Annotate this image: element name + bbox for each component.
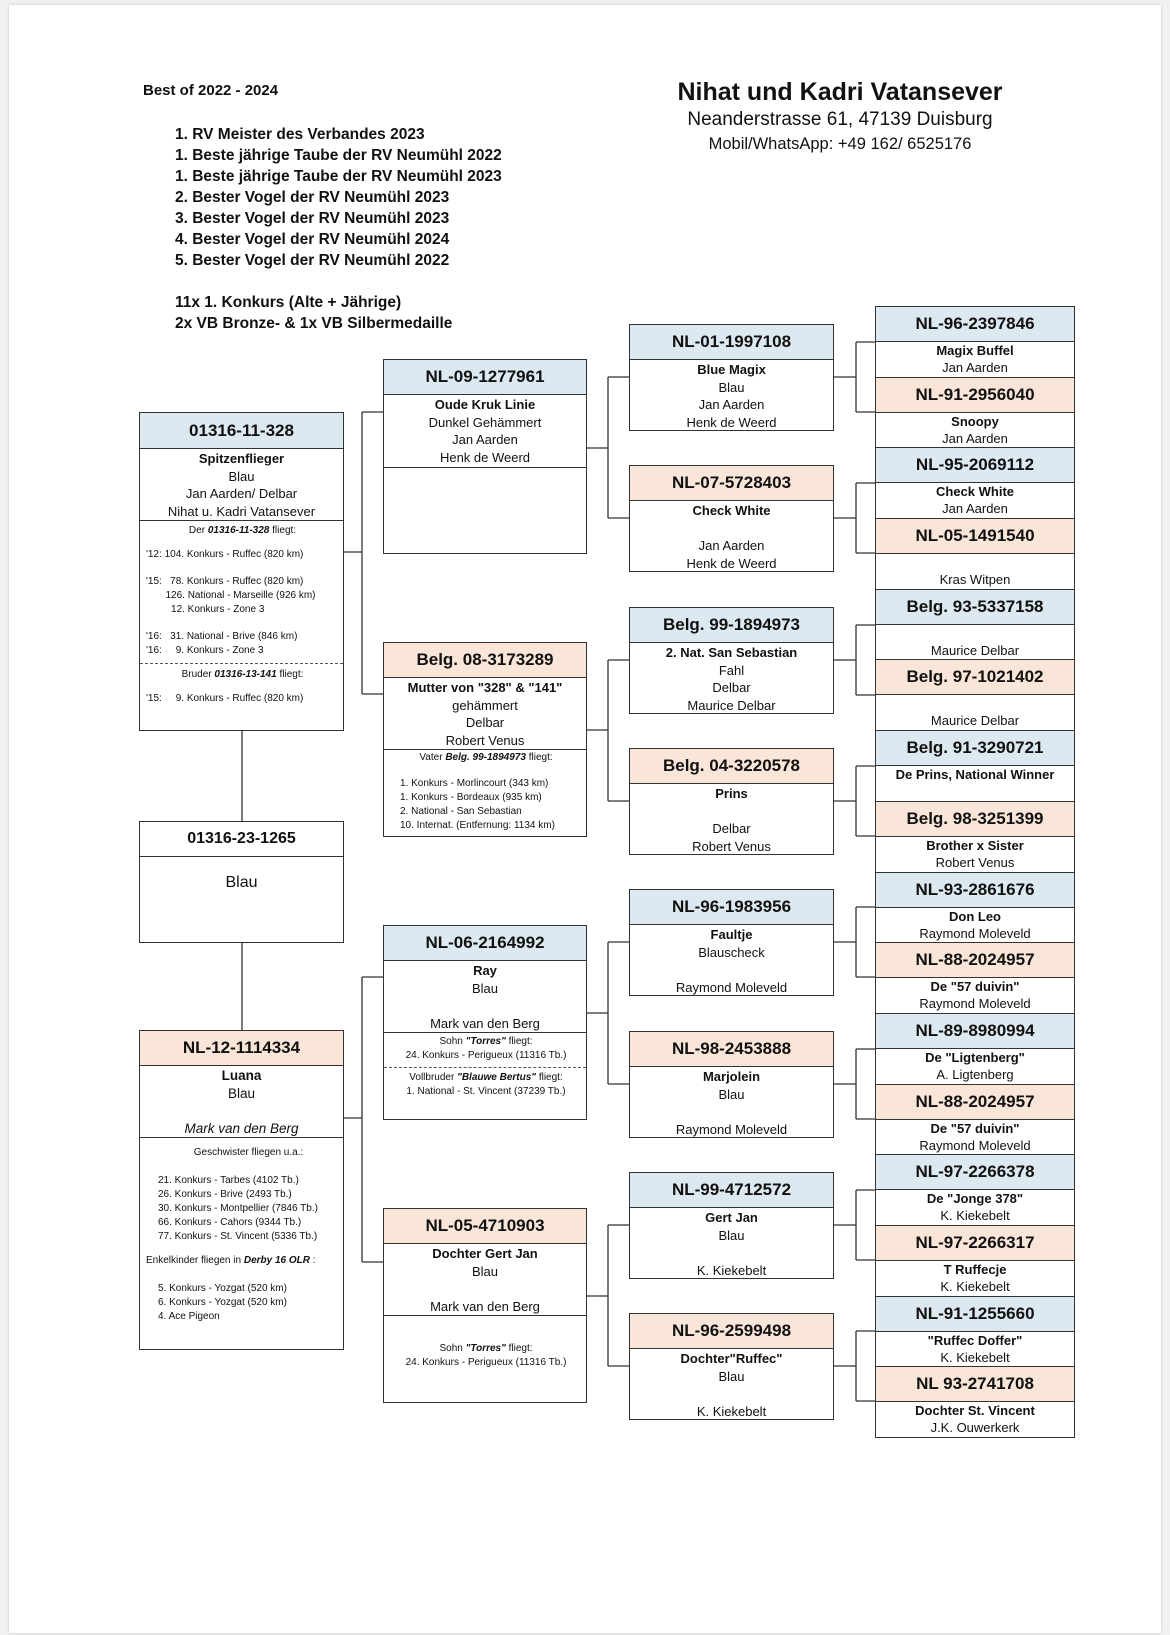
pigeon-name: Dochter Gert Jan bbox=[432, 1246, 538, 1261]
pigeon-name: Ray bbox=[473, 963, 497, 978]
result: '12: 104. Konkurs - Ruffec (820 km) bbox=[146, 549, 304, 560]
pigeon-color: Dunkel Gehämmert bbox=[428, 414, 542, 430]
perf-heading: Geschwister fliegen u.a.: bbox=[193, 1147, 304, 1158]
ring-number: Belg. 91-3290721 bbox=[876, 731, 1074, 766]
pigeon-owner: K. Kiekebelt bbox=[940, 1278, 1010, 1294]
pigeon-owner: Maurice Delbar bbox=[930, 713, 1020, 729]
perf-suffix: fliegt: bbox=[508, 1036, 533, 1047]
subject-pigeon-card bbox=[139, 412, 344, 731]
g4-cell bbox=[876, 307, 1074, 378]
pigeon-color: gehämmert bbox=[452, 697, 518, 713]
grandparent-card-ruffec bbox=[629, 1313, 834, 1420]
g4-cell bbox=[876, 731, 1074, 802]
luana-card bbox=[139, 1030, 344, 1350]
result: 10. Internat. (Entfernung: 1134 km) bbox=[400, 820, 555, 831]
ring-number: NL-97-2266317 bbox=[876, 1226, 1074, 1261]
pigeon-owner: A. Ligtenberg bbox=[936, 1066, 1014, 1082]
pigeon-owner: K. Kiekebelt bbox=[940, 1208, 1010, 1224]
g4-cell bbox=[876, 1155, 1074, 1226]
pigeon-color: Blau bbox=[718, 1227, 745, 1243]
pigeon-owner: Henk de Weerd bbox=[686, 414, 777, 430]
pigeon-name: "Ruffec Doffer" bbox=[927, 1332, 1023, 1348]
grandparent-card-prins bbox=[629, 748, 834, 855]
ring-number: NL-96-2397846 bbox=[876, 307, 1074, 342]
ring-number: NL-09-1277961 bbox=[384, 360, 586, 395]
result: '16: 9. Konkurs - Zone 3 bbox=[146, 645, 264, 656]
result: 1. National - St. Vincent (37239 Tb.) bbox=[406, 1086, 566, 1097]
result: 5. Konkurs - Yozgat (520 km) bbox=[158, 1283, 287, 1294]
pigeon-owner: Jan Aarden bbox=[942, 501, 1008, 517]
achievement-item: 1. Beste jährige Taube der RV Neumühl 2022 bbox=[175, 147, 502, 164]
g4-cell bbox=[876, 660, 1074, 731]
pigeon-owner: Mark van den Berg bbox=[430, 1015, 540, 1031]
pigeon-color: Blau bbox=[718, 379, 745, 395]
result: 30. Konkurs - Montpellier (7846 Tb.) bbox=[158, 1203, 318, 1214]
pigeon-color: Fahl bbox=[718, 662, 745, 678]
pigeon-owner: Raymond Moleveld bbox=[919, 1137, 1031, 1153]
owner-address: Neanderstrasse 61, 47139 Duisburg bbox=[687, 109, 993, 130]
owner-name: Nihat und Kadri Vatansever bbox=[677, 78, 1003, 106]
perf-ring: 01316-13-141 bbox=[214, 669, 277, 680]
result: 77. Konkurs - St. Vincent (5336 Tb.) bbox=[158, 1231, 318, 1242]
result: 21. Konkurs - Tarbes (4102 Tb.) bbox=[158, 1175, 299, 1186]
ring-number: NL-96-1983956 bbox=[630, 890, 833, 925]
pigeon-owner: Jan Aarden bbox=[942, 430, 1008, 446]
pigeon-owner: Raymond Moleveld bbox=[919, 996, 1031, 1012]
siblings-performance bbox=[140, 1137, 343, 1326]
ring-number: NL-88-2024957 bbox=[876, 943, 1074, 978]
pigeon-owner: Henk de Weerd bbox=[686, 555, 777, 571]
ring-number: NL-05-1491540 bbox=[876, 519, 1074, 554]
sire-card bbox=[383, 359, 587, 554]
pigeon-name: Brother x Sister bbox=[926, 837, 1024, 853]
perf-suffix: : bbox=[312, 1255, 316, 1266]
pigeon-owner: Robert Venus bbox=[445, 732, 525, 748]
pigeon-name: 2. Nat. San Sebastian bbox=[665, 645, 798, 660]
pigeon-color: Blauscheck bbox=[698, 944, 765, 960]
result: '16: 31. National - Brive (846 km) bbox=[146, 631, 298, 642]
pigeon-name: Luana bbox=[221, 1068, 262, 1083]
pigeon-name: De "57 duivin" bbox=[930, 1120, 1020, 1136]
pigeon-owner: Mark van den Berg bbox=[430, 1298, 540, 1314]
pigeon-owner: Robert Venus bbox=[935, 854, 1015, 870]
pigeon-color: Blau bbox=[225, 874, 258, 891]
perf-name: "Torres" bbox=[465, 1343, 506, 1354]
ring-number: 01316-11-328 bbox=[140, 413, 343, 449]
ring-number: NL-88-2024957 bbox=[876, 1085, 1074, 1120]
g4-cell bbox=[876, 873, 1074, 944]
result: 24. Konkurs - Perigueux (11316 Tb.) bbox=[405, 1357, 567, 1368]
ring-number: 01316-23-1265 bbox=[140, 822, 343, 857]
pigeon-owner: J.K. Ouwerkerk bbox=[930, 1420, 1020, 1436]
pigeon-color: Blau bbox=[718, 1368, 745, 1384]
perf-prefix: Vater bbox=[419, 752, 443, 763]
grandparent-card-gert-jan bbox=[629, 1172, 834, 1279]
grandparent-card-san-sebastian bbox=[629, 607, 834, 714]
pigeon-owner: K. Kiekebelt bbox=[940, 1349, 1010, 1365]
ring-number: NL 93-2741708 bbox=[876, 1367, 1074, 1402]
ring-number: Belg. 97-1021402 bbox=[876, 660, 1074, 695]
pigeon-owner: Maurice Delbar bbox=[930, 642, 1020, 658]
ring-number: NL-12-1114334 bbox=[140, 1031, 343, 1066]
best-of-title: Best of 2022 - 2024 bbox=[143, 82, 279, 99]
pigeon-breeder: Jan Aarden bbox=[452, 432, 518, 447]
pigeon-color: Blau bbox=[227, 1085, 256, 1101]
dochter-gert-jan-card bbox=[383, 1208, 587, 1403]
pigeon-owner: Maurice Delbar bbox=[687, 697, 776, 713]
pigeon-name: Dochter St. Vincent bbox=[915, 1403, 1035, 1419]
pigeon-name: Gert Jan bbox=[705, 1210, 758, 1225]
pigeon-owner: K. Kiekebelt bbox=[696, 1403, 767, 1419]
performance-list bbox=[140, 520, 343, 708]
achievement-item: 2. Bester Vogel der RV Neumühl 2023 bbox=[175, 189, 450, 206]
perf-prefix: Enkelkinder fliegen in bbox=[146, 1255, 242, 1266]
ring-number: NL-01-1997108 bbox=[630, 325, 833, 360]
pigeon-name: Check White bbox=[935, 484, 1014, 500]
pigeon-breeder: Jan Aarden/ Delbar bbox=[185, 486, 298, 501]
perf-suffix: fliegt: bbox=[508, 1343, 533, 1354]
g4-cell bbox=[876, 590, 1074, 661]
pigeon-color: Blau bbox=[228, 468, 255, 484]
result: '15: 78. Konkurs - Ruffec (820 km) bbox=[146, 576, 304, 587]
pigeon-breeder: Jan Aarden bbox=[698, 397, 765, 412]
result: 1. Konkurs - Bordeaux (935 km) bbox=[400, 792, 542, 803]
pigeon-name: Check White bbox=[692, 503, 771, 518]
ring-number: NL-97-2266378 bbox=[876, 1155, 1074, 1190]
ring-number: NL-91-2956040 bbox=[876, 378, 1074, 413]
perf-prefix: Vollbruder bbox=[409, 1072, 455, 1083]
pigeon-owner: Robert Venus bbox=[692, 838, 771, 854]
pigeon-owner: Raymond Moleveld bbox=[919, 925, 1031, 941]
achievement-item: 1. RV Meister des Verbandes 2023 bbox=[175, 126, 425, 143]
perf-race: Derby 16 OLR bbox=[243, 1255, 310, 1266]
pigeon-name: Oude Kruk Linie bbox=[434, 397, 536, 412]
ring-number: NL-98-2453888 bbox=[630, 1032, 833, 1067]
pigeon-owner: Kras Witpen bbox=[939, 572, 1011, 588]
performance-list bbox=[384, 1315, 586, 1372]
owner-phone: Mobil/WhatsApp: +49 162/ 6525176 bbox=[708, 135, 972, 153]
g4-cell bbox=[876, 943, 1074, 1014]
ring-number: NL-06-2164992 bbox=[384, 926, 586, 961]
pigeon-owner: Raymond Moleveld bbox=[675, 1121, 788, 1137]
perf-ring: 01316-11-328 bbox=[207, 525, 270, 536]
perf-prefix: Der bbox=[188, 525, 206, 536]
pigeon-breeder: Delbar bbox=[465, 715, 505, 730]
dam-card bbox=[383, 642, 587, 837]
g4-cell bbox=[876, 1226, 1074, 1297]
ring-number: Belg. 08-3173289 bbox=[384, 643, 586, 678]
ring-number: NL-96-2599498 bbox=[630, 1314, 833, 1349]
pigeon-owner: Henk de Weerd bbox=[439, 449, 531, 465]
result: 24. Konkurs - Perigueux (11316 Tb.) bbox=[405, 1050, 567, 1061]
pigeon-owner: Raymond Moleveld bbox=[675, 979, 788, 995]
ring-number: Belg. 99-1894973 bbox=[630, 608, 833, 643]
g4-cell bbox=[876, 1367, 1074, 1437]
g4-cell bbox=[876, 1014, 1074, 1085]
result: 26. Konkurs - Brive (2493 Tb.) bbox=[158, 1189, 292, 1200]
pigeon-breeder: Delbar bbox=[712, 821, 751, 836]
g4-cell bbox=[876, 1297, 1074, 1368]
perf-name: "Torres" bbox=[465, 1036, 506, 1047]
pigeon-name: De "Ligtenberg" bbox=[925, 1049, 1025, 1065]
grandparent-card-blue-magix bbox=[629, 324, 834, 431]
ray-card bbox=[383, 925, 587, 1120]
g4-cell bbox=[876, 519, 1074, 590]
perf-suffix: fliegt: bbox=[279, 669, 304, 680]
pigeon-color: Blau bbox=[471, 980, 499, 996]
result: 126. National - Marseille (926 km) bbox=[146, 590, 316, 601]
grandparent-card-faultje bbox=[629, 889, 834, 996]
pigeon-name: De Prins, National Winner bbox=[895, 767, 1055, 783]
pigeon-name: De "Jonge 378" bbox=[926, 1191, 1024, 1207]
pigeon-owner: K. Kiekebelt bbox=[696, 1262, 767, 1278]
performance-list bbox=[384, 749, 586, 835]
result: 1. Konkurs - Morlincourt (343 km) bbox=[400, 778, 549, 789]
pigeon-owner: Mark van den Berg bbox=[184, 1120, 299, 1136]
pigeon-owner: Nihat u. Kadri Vatansever bbox=[167, 503, 316, 519]
ring-number: NL-89-8980994 bbox=[876, 1014, 1074, 1049]
g4-cell bbox=[876, 448, 1074, 519]
pigeon-name: Spitzenflieger bbox=[198, 451, 285, 466]
perf-prefix: Bruder bbox=[181, 669, 212, 680]
pigeon-breeder: Delbar bbox=[712, 680, 751, 695]
perf-name: "Blauwe Bertus" bbox=[457, 1072, 537, 1083]
ring-number: Belg. 93-5337158 bbox=[876, 590, 1074, 625]
achievements-list bbox=[175, 124, 502, 334]
g4-cell bbox=[876, 802, 1074, 873]
pigeon-name: Faultje bbox=[710, 927, 753, 942]
ring-number: Belg. 98-3251399 bbox=[876, 802, 1074, 837]
pigeon-name: Don Leo bbox=[949, 908, 1001, 924]
pigeon-name: Magix Buffel bbox=[936, 343, 1014, 358]
achievement-extra: 2x VB Bronze- & 1x VB Silbermedaille bbox=[175, 315, 453, 332]
pigeon-name: Prins bbox=[715, 786, 748, 801]
perf-prefix: Sohn bbox=[439, 1036, 463, 1047]
achievement-item: 4. Bester Vogel der RV Neumühl 2024 bbox=[175, 231, 450, 248]
pigeon-name: Marjolein bbox=[702, 1069, 761, 1084]
result: 2. National - San Sebastian bbox=[400, 806, 522, 817]
pigeon-name: Dochter"Ruffec" bbox=[680, 1351, 783, 1366]
result: '15: 9. Konkurs - Ruffec (820 km) bbox=[146, 693, 304, 704]
pigeon-color: Blau bbox=[471, 1263, 499, 1279]
pigeon-breeder: Jan Aarden bbox=[698, 538, 765, 553]
grandparent-card-check-white bbox=[629, 465, 834, 572]
pigeon-name: T Ruffecje bbox=[943, 1261, 1007, 1277]
result: 66. Konkurs - Cahors (9344 Tb.) bbox=[158, 1217, 302, 1228]
pigeon-name: Blue Magix bbox=[697, 362, 766, 377]
sibling-pigeon-card bbox=[139, 821, 344, 943]
ring-number: NL-05-4710903 bbox=[384, 1209, 586, 1244]
grandparent-card-marjolein bbox=[629, 1031, 834, 1138]
pigeon-color: Blau bbox=[718, 1086, 745, 1102]
result: 6. Konkurs - Yozgat (520 km) bbox=[158, 1297, 287, 1308]
perf-suffix: fliegt: bbox=[272, 525, 297, 536]
result: 4. Ace Pigeon bbox=[158, 1311, 220, 1322]
perf-prefix: Sohn bbox=[439, 1343, 463, 1354]
ring-number: NL-91-1255660 bbox=[876, 1297, 1074, 1332]
achievement-item: 3. Bester Vogel der RV Neumühl 2023 bbox=[175, 210, 450, 227]
performance-list bbox=[384, 1032, 586, 1101]
ring-number: Belg. 04-3220578 bbox=[630, 749, 833, 784]
pigeon-name: Snoopy bbox=[951, 413, 999, 429]
great-grandparents-column bbox=[875, 306, 1075, 1438]
achievement-extra: 11x 1. Konkurs (Alte + Jährige) bbox=[175, 294, 402, 311]
perf-suffix: fliegt: bbox=[528, 752, 553, 763]
achievement-item: 5. Bester Vogel der RV Neumühl 2022 bbox=[175, 252, 450, 269]
ring-number: NL-99-4712572 bbox=[630, 1173, 833, 1208]
perf-suffix: fliegt: bbox=[538, 1072, 563, 1083]
result: 12. Konkurs - Zone 3 bbox=[146, 604, 265, 615]
perf-ring: Belg. 99-1894973 bbox=[445, 752, 526, 763]
pigeon-name: Mutter von "328" & "141" bbox=[407, 680, 563, 695]
g4-cell bbox=[876, 1085, 1074, 1156]
achievement-item: 1. Beste jährige Taube der RV Neumühl 2023 bbox=[175, 168, 502, 185]
g4-cell bbox=[876, 378, 1074, 449]
pigeon-name: De "57 duivin" bbox=[930, 979, 1020, 995]
ring-number: NL-07-5728403 bbox=[630, 466, 833, 501]
ring-number: NL-95-2069112 bbox=[876, 448, 1074, 483]
pigeon-owner: Jan Aarden bbox=[942, 360, 1008, 375]
ring-number: NL-93-2861676 bbox=[876, 873, 1074, 908]
